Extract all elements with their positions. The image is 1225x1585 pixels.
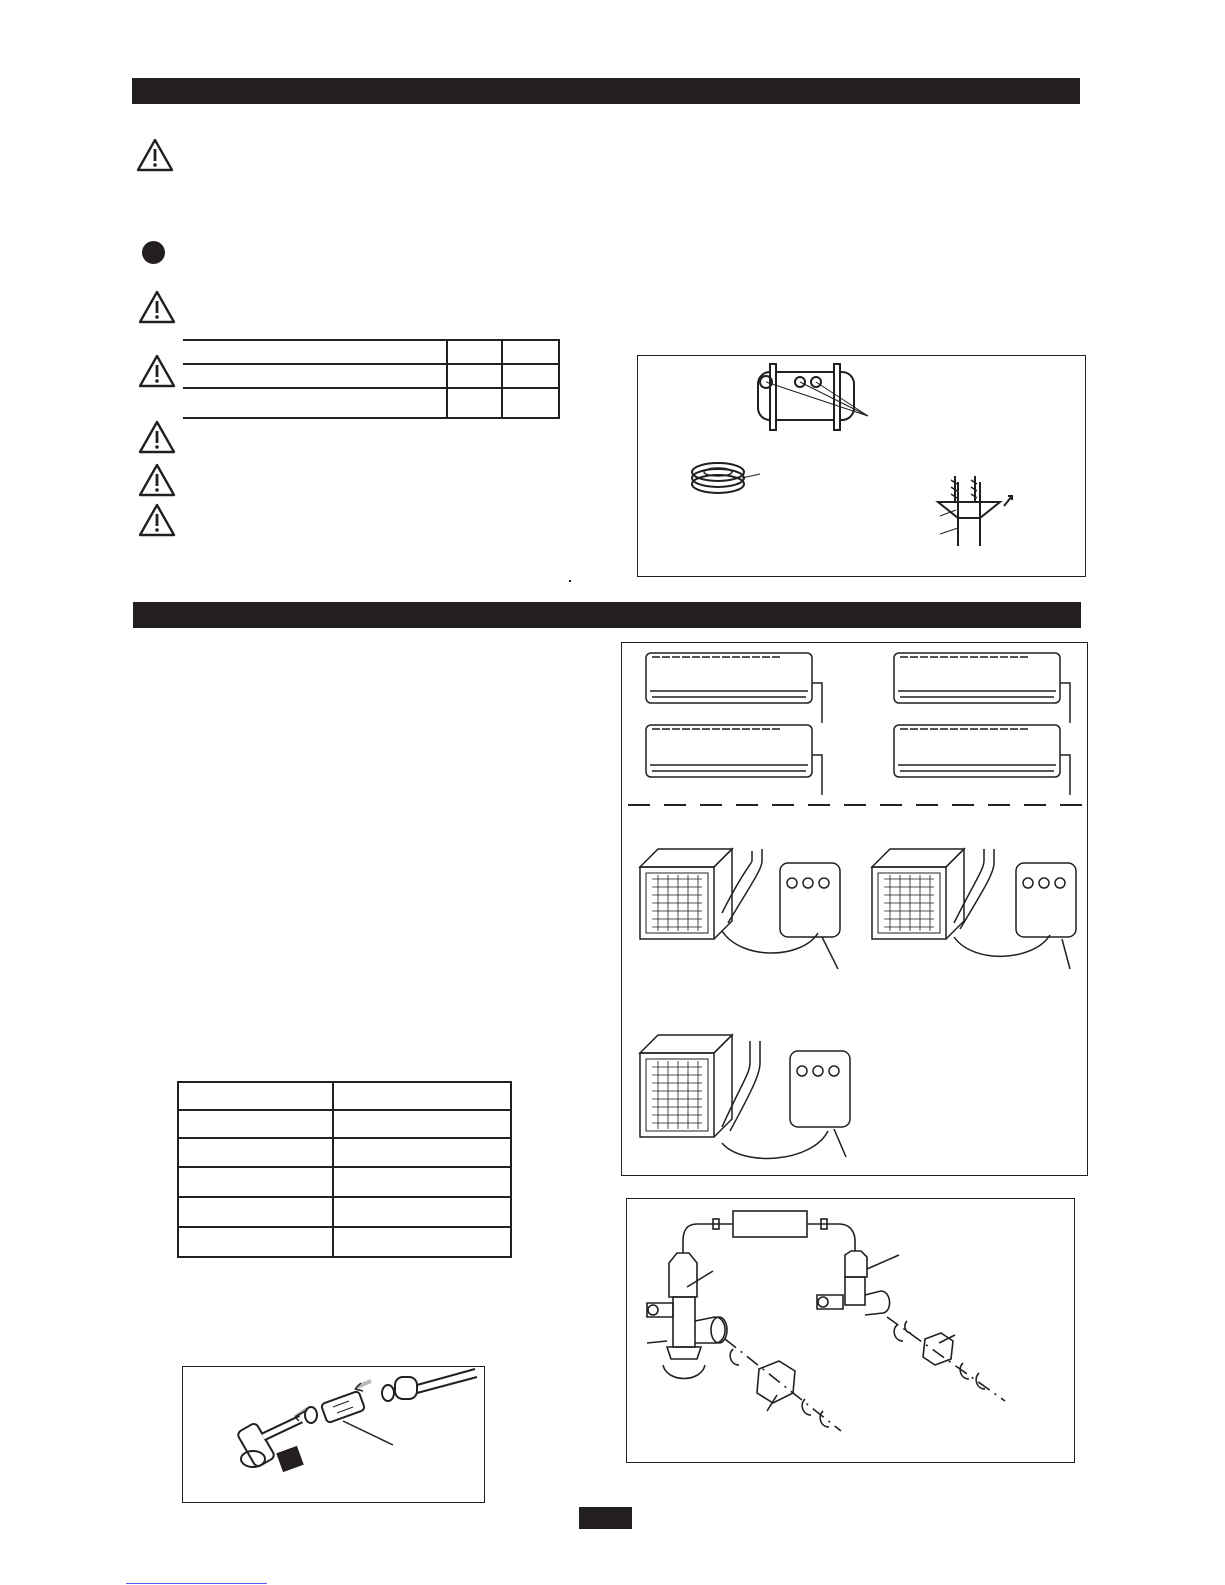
- table-cell: [447, 388, 502, 418]
- table-cell: [333, 1167, 511, 1197]
- section-2-header-bar: [133, 602, 1081, 628]
- table-cell: [178, 1167, 333, 1197]
- warning-triangle-icon: [138, 503, 176, 537]
- table-cell: [502, 340, 559, 364]
- warning-triangle-icon: [138, 290, 176, 324]
- valve-connection-illustration: [627, 1199, 1074, 1462]
- table-cell: [178, 1110, 333, 1138]
- data-table: [177, 1081, 512, 1258]
- table-cell: [447, 340, 502, 364]
- section-1-header-text: [132, 82, 142, 99]
- table-cell: [333, 1138, 511, 1167]
- warning-triangle-icon: [136, 138, 174, 172]
- table-cell: [502, 388, 559, 418]
- section-1-header-bar: [132, 78, 1080, 104]
- table-cell: [178, 1197, 333, 1227]
- warning-triangle-icon: [138, 354, 176, 388]
- table-cell: [447, 364, 502, 388]
- valve-connection-figure: [626, 1198, 1075, 1463]
- valve-pipe-figure: [182, 1366, 485, 1503]
- table-cell: [333, 1227, 511, 1257]
- spec-table: [183, 339, 560, 419]
- flare-parts-figure: [637, 355, 1086, 577]
- warning-triangle-icon: [138, 463, 176, 497]
- flare-parts-illustration: [638, 356, 1085, 576]
- table-cell: [178, 1082, 333, 1110]
- table-cell: [502, 364, 559, 388]
- table-cell: [178, 1227, 333, 1257]
- page-number-box: [579, 1507, 632, 1529]
- table-cell: [333, 1197, 511, 1227]
- table-cell: [183, 340, 447, 364]
- table-cell: [178, 1138, 333, 1167]
- table-cell: [183, 364, 447, 388]
- section-2-header-text: [133, 606, 143, 623]
- black-circle-icon: [142, 241, 165, 264]
- table-cell: [333, 1082, 511, 1110]
- bottom-link-underline: [126, 1583, 267, 1584]
- units-illustration: [622, 643, 1087, 1175]
- valve-pipe-illustration: [183, 1367, 484, 1502]
- warning-triangle-icon: [138, 420, 176, 454]
- table-cell: [183, 388, 447, 418]
- indoor-outdoor-units-figure: [621, 642, 1088, 1176]
- table-cell: [333, 1110, 511, 1138]
- stray-mark: [569, 580, 571, 582]
